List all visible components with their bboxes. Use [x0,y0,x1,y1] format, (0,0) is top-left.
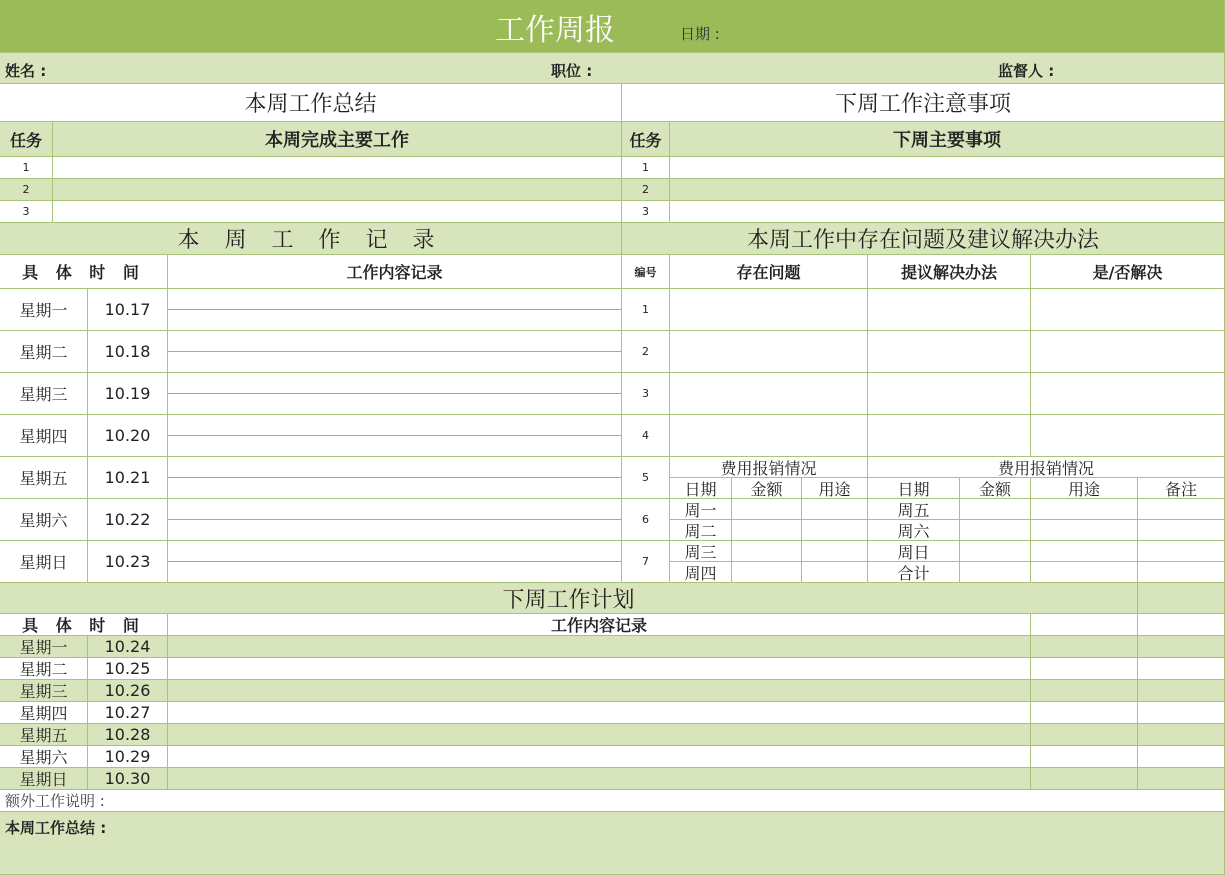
number-header: 编号 [622,255,670,289]
content-header: 工作内容记录 [168,255,622,289]
expense-purpose-cell[interactable] [802,562,868,583]
issues-title: 本周工作中存在问题及建议解决办法 [622,223,1225,255]
plan-extra-cell[interactable] [1031,746,1138,768]
plan-content-cell[interactable] [168,658,1031,680]
expense-purpose-cell[interactable] [1031,499,1138,520]
plan-content-cell[interactable] [168,724,1031,746]
plan-content-cell[interactable] [168,702,1031,724]
plan-day: 星期一 [0,636,88,658]
plan-date: 10.29 [88,746,168,768]
task-header-right: 任务 [622,122,670,157]
issue-number: 2 [622,331,670,373]
solution-header: 提议解决办法 [868,255,1031,289]
task-cell[interactable] [53,201,622,223]
task-number: 3 [622,201,670,223]
week-record-title: 本 周 工 作 记 录 [0,223,622,255]
expense-header: 金额 [732,478,802,499]
plan-day: 星期六 [0,746,88,768]
expense-header: 日期 [670,478,732,499]
record-day: 星期日 [0,541,88,583]
plan-date: 10.24 [88,636,168,658]
expense-note-cell[interactable] [1138,499,1225,520]
record-day: 星期四 [0,415,88,457]
expense-header: 用途 [1031,478,1138,499]
plan-extra-cell[interactable] [1138,636,1225,658]
expense-header: 日期 [868,478,960,499]
expense-note-cell[interactable] [1138,541,1225,562]
record-day: 星期二 [0,331,88,373]
plan-day: 星期日 [0,768,88,790]
plan-extra-cell[interactable] [1031,702,1138,724]
task-number: 1 [0,157,53,179]
problem-cell[interactable] [670,289,868,331]
plan-content-cell[interactable] [168,768,1031,790]
extra-work-note[interactable]: 额外工作说明 : [0,790,1225,812]
plan-extra-cell[interactable] [1138,614,1225,636]
task-cell[interactable] [670,157,1225,179]
issue-number: 4 [622,415,670,457]
problem-cell[interactable] [670,415,868,457]
record-date: 10.19 [88,373,168,415]
expense-note-cell[interactable] [1138,562,1225,583]
expense-day: 周日 [868,541,960,562]
plan-extra-cell[interactable] [1138,702,1225,724]
expense-purpose-cell[interactable] [1031,520,1138,541]
plan-time-header: 具 体 时 间 [0,614,168,636]
record-date: 10.21 [88,457,168,499]
problem-cell[interactable] [670,331,868,373]
supervisor-label: 监督人 : [998,61,1055,80]
plan-day: 星期五 [0,724,88,746]
task-number: 2 [0,179,53,201]
expense-header: 备注 [1138,478,1225,499]
task-number: 2 [622,179,670,201]
expense-title-right: 费用报销情况 [868,457,1225,478]
task-cell[interactable] [670,179,1225,201]
record-content-cell[interactable] [168,457,622,499]
expense-amount-cell[interactable] [960,562,1031,583]
expense-purpose-cell[interactable] [1031,562,1138,583]
task-cell[interactable] [53,157,622,179]
expense-purpose-cell[interactable] [802,499,868,520]
record-content-cell[interactable] [168,331,622,373]
plan-extra-cell[interactable] [1138,658,1225,680]
resolved-header: 是/否解决 [1031,255,1225,289]
plan-extra-cell[interactable] [1138,724,1225,746]
expense-amount-cell[interactable] [960,499,1031,520]
plan-date: 10.25 [88,658,168,680]
expense-day: 周二 [670,520,732,541]
resolved-cell[interactable] [1031,373,1225,415]
record-day: 星期六 [0,499,88,541]
solution-cell[interactable] [868,415,1031,457]
issue-number: 6 [622,499,670,541]
expense-amount-cell[interactable] [960,520,1031,541]
plan-content-cell[interactable] [168,746,1031,768]
next-week-notes-title: 下周工作注意事项 [622,84,1225,122]
record-divider-line [168,435,621,436]
record-content-cell[interactable] [168,373,622,415]
time-header: 具 体 时 间 [0,255,168,289]
plan-date: 10.30 [88,768,168,790]
name-label: 姓名 : [5,61,47,80]
problem-cell[interactable] [670,373,868,415]
record-day: 星期三 [0,373,88,415]
plan-extra-cell[interactable] [1031,658,1138,680]
final-summary-label: 本周工作总结 : [5,819,107,837]
next-main-items-header: 下周主要事项 [670,122,1225,157]
plan-content-header: 工作内容记录 [168,614,1031,636]
resolved-cell[interactable] [1031,415,1225,457]
solution-cell[interactable] [868,373,1031,415]
issue-number: 3 [622,373,670,415]
expense-purpose-cell[interactable] [802,520,868,541]
plan-extra-cell[interactable] [1138,746,1225,768]
issue-number: 7 [622,541,670,583]
expense-day: 周四 [670,562,732,583]
expense-header: 金额 [960,478,1031,499]
record-divider-line [168,519,621,520]
expense-amount-cell[interactable] [732,520,802,541]
solution-cell[interactable] [868,331,1031,373]
date-label: 日期 : [680,24,720,43]
plan-day: 星期四 [0,702,88,724]
task-header-left: 任务 [0,122,53,157]
plan-extra-cell[interactable] [1031,680,1138,702]
expense-title-left: 费用报销情况 [670,457,868,478]
solution-cell[interactable] [868,289,1031,331]
expense-amount-cell[interactable] [960,541,1031,562]
position-label: 职位 : [551,61,593,80]
plan-date: 10.26 [88,680,168,702]
record-day: 星期五 [0,457,88,499]
final-summary-box[interactable] [0,812,1225,875]
week-summary-title: 本周工作总结 [0,84,622,122]
record-divider-line [168,561,621,562]
expense-note-cell[interactable] [1138,520,1225,541]
report-title: 工作周报 [495,12,615,48]
expense-header: 用途 [802,478,868,499]
expense-day: 周三 [670,541,732,562]
record-date: 10.23 [88,541,168,583]
expense-purpose-cell[interactable] [1031,541,1138,562]
record-content-cell[interactable] [168,289,622,331]
record-date: 10.20 [88,415,168,457]
expense-amount-cell[interactable] [732,541,802,562]
resolved-cell[interactable] [1031,331,1225,373]
task-cell[interactable] [670,201,1225,223]
resolved-cell[interactable] [1031,289,1225,331]
issue-number: 5 [622,457,670,499]
task-number: 1 [622,157,670,179]
plan-extra-cell[interactable] [1031,614,1138,636]
record-divider-line [168,477,621,478]
next-week-plan-title: 下周工作计划 [0,583,1138,614]
issue-number: 1 [622,289,670,331]
expense-amount-cell[interactable] [732,562,802,583]
record-divider-line [168,309,621,310]
record-content-cell[interactable] [168,499,622,541]
plan-date: 10.28 [88,724,168,746]
expense-day: 周六 [868,520,960,541]
plan-extra-cell[interactable] [1138,680,1225,702]
task-cell[interactable] [53,179,622,201]
expense-amount-cell[interactable] [732,499,802,520]
plan-extra-cell[interactable] [1138,768,1225,790]
problem-header: 存在问题 [670,255,868,289]
expense-day: 周一 [670,499,732,520]
plan-day: 星期二 [0,658,88,680]
plan-content-cell[interactable] [168,636,1031,658]
record-day: 星期一 [0,289,88,331]
record-content-cell[interactable] [168,415,622,457]
task-number: 3 [0,201,53,223]
record-content-cell[interactable] [168,541,622,583]
plan-content-cell[interactable] [168,680,1031,702]
plan-day: 星期三 [0,680,88,702]
record-divider-line [168,393,621,394]
expense-purpose-cell[interactable] [802,541,868,562]
record-date: 10.22 [88,499,168,541]
plan-extra-cell[interactable] [1031,636,1138,658]
expense-total-label: 合计 [868,562,960,583]
expense-day: 周五 [868,499,960,520]
record-divider-line [168,351,621,352]
plan-date: 10.27 [88,702,168,724]
plan-extra-cell [1138,583,1225,614]
record-date: 10.17 [88,289,168,331]
record-date: 10.18 [88,331,168,373]
plan-extra-cell[interactable] [1031,768,1138,790]
main-work-header: 本周完成主要工作 [53,122,622,157]
plan-extra-cell[interactable] [1031,724,1138,746]
